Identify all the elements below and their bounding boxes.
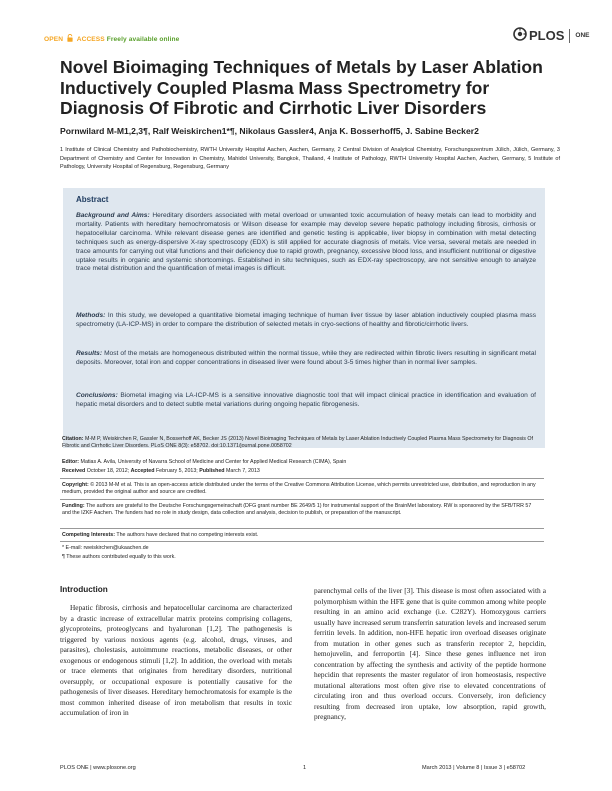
meta-divider-4 (60, 541, 544, 542)
background-text: Hereditary disorders associated with metal overload or unwanted toxic accumulation of heavy metals can lead to morbidity and mortality. Patients with hereditary hemochromatosis or Wilson disease for example may develop severe hepatic pathology including fibrosis, cirrhosis or hepatocellular carcinoma. While relevant disease genes are identified and genetic testing is applicable, liver biopsy in combination with metal detecting techniques such as energy-dispersive X-ray spectroscopy (EDX) is still applied for accurate diagnosis of metals. Vice versa, several metals are needed in trace amounts for carrying out vital functions and their deficiency due to rapid growth, pregnancy, excessive blood loss, and insufficient nutritional or digestive uptake results in organic and systemic shortcomings. Established in situ techniques, such as EDX-ray spectroscopy, are not sensitive enough to analyze trace metal distribution and the quantification of metal images is difficult. (76, 212, 537, 273)
open-access-banner (44, 34, 179, 44)
open-label: OPEN (44, 36, 64, 43)
copyright-text: © 2013 M-M et al. This is an open-access article distributed under the terms of the Creative Commons Attribution License, which permits unrestricted use, distribution, and reproduction in any medium, provided the original author and source are credited. (62, 482, 536, 496)
editor-text: Matias A. Avila, University of Navarra School of Medicine and Center for Applied Medical Research (CIMA), Spain (79, 459, 347, 465)
funding-text: The authors are grateful to the Deutsche Forschungsgemeinschaft (DFG grant number BE 2649/5 1) for instrumental support of the BrainMet laboratory. RW is sponsored by the SFB/TRR 57 and the IZKF Aachen. The funders had no role in study design, data collection and analysis, decision to publish, or preparation of the manuscript. (62, 503, 532, 517)
author-email: * E-mail: rweiskirchen@ukaachen.de (62, 545, 149, 551)
logo-divider (569, 29, 570, 43)
editor-block (62, 459, 540, 466)
equal-contribution-text: ¶ These authors contributed equally to this work. (62, 554, 176, 560)
introduction-heading: Introduction (60, 585, 108, 594)
affiliations: 1 Institute of Clinical Chemistry and Pathobiochemistry, RWTH University Hospital Aachen, Aachen, Germany, 2 Central Division of Analytical Chemistry, Forschungszentrum Jülich, Jülich, Germany, 3 Department of Chemistry and Center for Innovation in Chemistry, Mahidol University, Bangkok, Thailand, 4 Institute of Pathology, RWTH University Hospital Aachen, Aachen, Germany, 5 Institute of Pathology, University Hospital of Regensburg, Regensburg, Germany (60, 147, 560, 171)
methods-text: In this study, we developed a quantitative biometal imaging technique of human liver tissue by laser ablation inductively coupled plasma mass spectrometry (LA-ICP-MS) in order to compare the distribution of selected metals in cryo-sections of healthy and fibrotic/cirrhotic livers. (76, 312, 536, 328)
freely-available-label: Freely available online (106, 36, 180, 43)
received-label: Received (62, 468, 86, 474)
conclusions-label: Conclusions: (76, 392, 118, 399)
citation-label: Citation: (62, 436, 84, 442)
published-label: Published (199, 468, 225, 474)
plos-logo-icon (513, 27, 527, 44)
copyright-label: Copyright: (62, 482, 89, 488)
body-column-2: parenchymal cells of the liver [3]. This disease is most often associated with a polymorphism within the HFE gene that is quite common among white people resulting in an amino acid exchange (i.e. C282Y). Homozygous carriers usually have increased serum transferrin saturation levels and increased serum ferritin levels. In addition, non-HFE hepatic iron overload diseases originate from mutation in other genes such as transferin receptor 2, hepcidin, hemojuvelin, and ferroportin [4]. Since these genes influence net iron concentration by affecting the synthesis and activity of the peptide hormone hepcidin that represents the master regulator of iron homeostasis, respective mutational alterations most often give rise to elevated concentrations of circulating iron and thus overload occurs. Conversely, iron deficiency resulting from decreased iron uptake, low absorption, rapid growth, pregnancy, (314, 586, 546, 721)
dates-block (62, 468, 540, 475)
body-column-1: Hepatic fibrosis, cirrhosis and hepatocellular carcinoma are characterized by a drastic increase of extracellular matrix proteins comprising collagens, glycoproteins, proteoglycans and hyaluronan [1,2]. The pathogenesis is triggered by various noxious agents (e.g. alcohol, drugs, viruses, and parasites), cholestasis, autoimmune reactions, metabolic diseases, or other exogenous or endogenous stimuli [1,2]. In addition, the overload with metals or trace elements that originates from hereditary disorders, nutritional oversupply, or occupational exposure is potentially causative for the pathogenesis of liver diseases. Hereditary hemochromatosis for example is the most common inherited disease of iron metabolism that results in toxic accumulation of iron in (60, 603, 292, 717)
meta-divider-2 (60, 499, 544, 500)
author-list: Pornwilard M-M1,2,3¶, Ralf Weiskirchen1*¶, Nikolaus Gassler4, Anja K. Bosserhoff5, J. Sabine Becker2 (60, 126, 479, 136)
citation-block (62, 436, 540, 451)
abstract-background (76, 212, 536, 274)
conclusions-text: Biometal imaging via LA-ICP-MS is a sensitive innovative diagnostic tool that will impact clinical practice in identification and evaluation of hepatic metal disorders and to detect subtle metal variations during ongoing hepatic fibrogenesis. (76, 392, 536, 408)
footer-page-number: 1 (303, 765, 307, 771)
funding-label: Funding: (62, 503, 85, 509)
one-wordmark: ONE (575, 32, 590, 39)
methods-label: Methods: (76, 312, 106, 319)
results-label: Results: (76, 350, 103, 357)
accepted-label: Accepted (130, 468, 155, 474)
copyright-block (62, 482, 540, 497)
meta-divider-1 (60, 478, 544, 479)
abstract-methods (76, 312, 536, 330)
email-line (62, 545, 540, 552)
access-label: ACCESS (76, 36, 105, 43)
footer-issue: March 2013 | Volume 8 | Issue 3 | e58702 (422, 765, 526, 771)
competing-block (62, 532, 540, 539)
published-date: March 7, 2013 (224, 468, 260, 474)
plos-one-logo (513, 27, 590, 44)
background-label: Background and Aims: (76, 212, 150, 219)
meta-divider-3 (60, 528, 544, 529)
received-date: October 18, 2012; (85, 468, 131, 474)
citation-text: M-M P, Weiskirchen R, Gassler N, Bosserhoff AK, Becker JS (2013) Novel Bioimaging Techniques of Metals by Laser Ablation Inductively Coupled Plasma Mass Spectrometry for Diagnosis Of Fibrotic and Cirrhotic Liver Disorders. PLoS ONE 8(3): e58702. doi:10.1371/journal.pone.0058702 (62, 436, 533, 450)
equal-contribution-line (62, 554, 540, 561)
accepted-date: February 5, 2013; (154, 468, 200, 474)
abstract-heading: Abstract (76, 195, 109, 204)
results-text: Most of the metals are homogeneous distributed within the normal tissue, while they are redirected within fibrotic livers resulting in significant metal deposits. Moreover, total iron and copper concentrations in diseased liver were found about 3-5 times higher than in normal liver samples. (76, 350, 536, 366)
abstract-results (76, 350, 536, 368)
funding-block (62, 503, 540, 518)
plos-wordmark: PLOS (529, 28, 565, 43)
competing-label: Competing Interests: (62, 532, 115, 538)
abstract-conclusions (76, 392, 536, 410)
footer-journal: PLOS ONE | www.plosone.org (60, 765, 136, 771)
open-lock-icon (67, 34, 73, 44)
competing-text: The authors have declared that no competing interests exist. (114, 532, 259, 538)
editor-label: Editor: (62, 459, 80, 465)
article-title: Novel Bioimaging Techniques of Metals by Laser Ablation Inductively Coupled Plasma Mass Spectrometry for Diagnosis Of Fibrotic and Cirrhotic Liver Disorders (60, 57, 543, 118)
